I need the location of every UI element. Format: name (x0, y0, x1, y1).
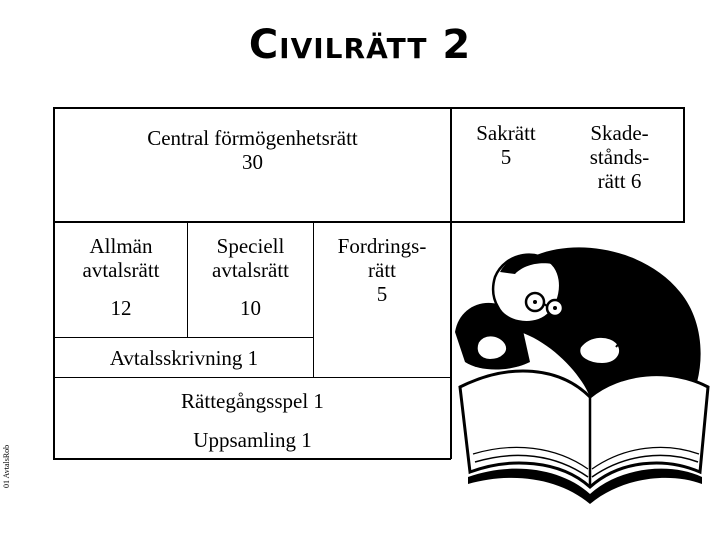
skade-line3: rätt 6 (597, 169, 642, 193)
sakratt-cell (462, 121, 550, 169)
rattegang-cell: Rättegångsspel 1 (181, 389, 324, 413)
allman-line2: avtalsrätt (82, 258, 160, 282)
avtalsskrivning-cell: Avtalsskrivning 1 (109, 346, 259, 370)
fordrings-cell (314, 234, 450, 306)
speciell-cell (188, 234, 313, 320)
sakratt-label: Sakrätt (476, 121, 536, 145)
speciell-value: 10 (240, 296, 261, 320)
fordrings-line1: Fordrings- (337, 234, 427, 258)
central-label: Central förmögenhetsrätt (147, 126, 358, 150)
reading-man-book-icon (440, 222, 720, 522)
uppsamling-cell: Uppsamling 1 (193, 428, 312, 452)
speciell-line2: avtalsrätt (212, 258, 289, 282)
allman-line1: Allmän (89, 234, 153, 258)
speciell-line1: Speciell (216, 234, 285, 258)
skade-cell (572, 121, 667, 193)
fordrings-line2: rätt (368, 258, 396, 282)
sakratt-value: 5 (500, 145, 512, 169)
side-label: 01 AvtalsRob (2, 444, 11, 488)
allman-cell (55, 234, 187, 320)
central-cell (55, 126, 450, 174)
skade-line1: Skade- (590, 121, 649, 145)
allman-value: 12 (110, 296, 132, 320)
page-title: Civilrätt 2 (248, 22, 472, 68)
fordrings-value: 5 (376, 282, 388, 306)
central-value: 30 (242, 150, 263, 174)
skade-line2: stånds- (589, 145, 650, 169)
